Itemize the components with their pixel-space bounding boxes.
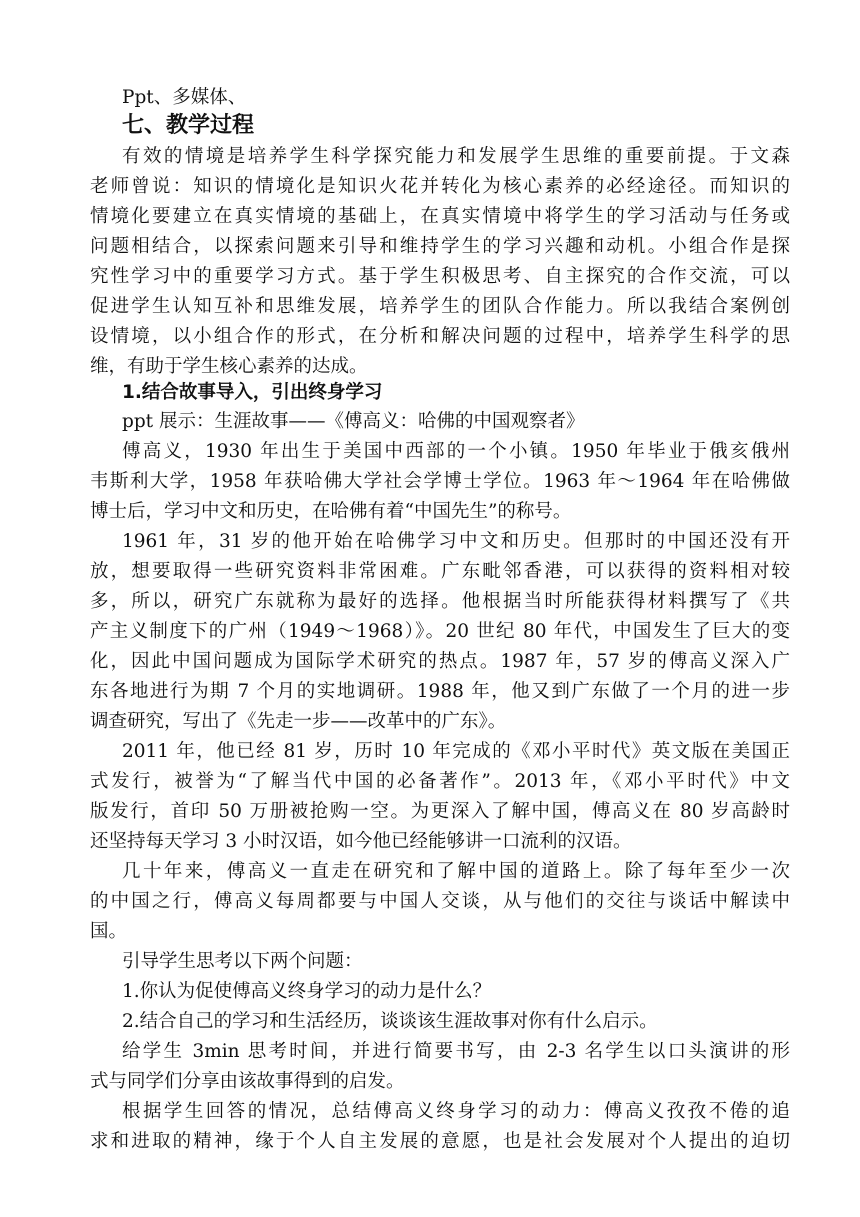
paragraph-line: 式与同学们分享由该故事得到的启发。 xyxy=(90,1071,405,1092)
subsection-heading: 1.结合故事导入，引出终身学习 xyxy=(122,382,383,403)
question-line: 1.你认为促使傅高义终身学习的动力是什么？ xyxy=(122,981,492,1002)
paragraph-line: 的中国之行，傅高义每周都要与中国人交谈，从与他们的交往与谈话中解读中 xyxy=(90,891,790,912)
paragraph-line: 博士后，学习中文和历史，在哈佛有着“中国先生”的称号。 xyxy=(90,501,572,522)
paragraph-line: 多，所以，研究广东就称为最好的选择。他根据当时所能获得材料撰写了《共 xyxy=(90,591,790,612)
paragraph-line: 情境化要建立在真实情境的基础上，在真实情境中将学生的学习活动与任务或 xyxy=(90,206,790,227)
paragraph-line: 调查研究，写出了《先走一步——改革中的广东》。 xyxy=(90,711,507,732)
paragraph-line: 几十年来，傅高义一直走在研究和了解中国的道路上。除了每年至少一次 xyxy=(122,861,790,882)
paragraph-line: 维，有助于学生核心素养的达成。 xyxy=(90,356,368,377)
paragraph-line: 化，因此中国问题成为国际学术研究的热点。1987 年，57 岁的傅高义深入广 xyxy=(90,651,790,672)
paragraph-line: 根据学生回答的情况，总结傅高义终身学习的动力：傅高义孜孜不倦的追 xyxy=(122,1101,790,1122)
paragraph-line: 引导学生思考以下两个问题： xyxy=(122,951,363,972)
paragraph-line: 东各地进行为期 7 个月的实地调研。1988 年，他又到广东做了一个月的进一步 xyxy=(90,681,790,702)
paragraph-line: 韦斯利大学，1958 年获哈佛大学社会学博士学位。1963 年～1964 年在哈佛做 xyxy=(90,471,790,492)
paragraph-line: 还坚持每天学习 3 小时汉语，如今他已经能够讲一口流利的汉语。 xyxy=(90,831,632,852)
paragraph-line: 式发行，被誉为“了解当代中国的必备著作”。2013 年，《邓小平时代》中文 xyxy=(90,771,790,792)
paragraph-line: 2011 年，他已经 81 岁，历时 10 年完成的《邓小平时代》英文版在美国正 xyxy=(122,741,790,762)
paragraph-line: 有效的情境是培养学生科学探究能力和发展学生思维的重要前提。于文森 xyxy=(122,146,790,167)
paragraph-line: 产主义制度下的广州（1949～1968）》。20 世纪 80 年代，中国发生了巨大的变 xyxy=(90,621,790,642)
paragraph-line: 放，想要取得一些研究资料非常困难。广东毗邻香港，可以获得的资料相对较 xyxy=(90,561,790,582)
question-line: 2.结合自己的学习和生活经历，谈谈该生涯故事对你有什么启示。 xyxy=(122,1011,658,1032)
paragraph-line: 给学生 3min 思考时间，并进行简要书写，由 2-3 名学生以口头演讲的形 xyxy=(122,1041,790,1062)
paragraph-line: 促进学生认知互补和思维发展，培养学生的团队合作能力。所以我结合案例创 xyxy=(90,296,790,317)
paragraph-line: 究性学习中的重要学习方式。基于学生积极思考、自主探究的合作交流，可以 xyxy=(90,266,790,287)
paragraph-line: 求和进取的精神，缘于个人自主发展的意愿，也是社会发展对个人提出的迫切 xyxy=(90,1131,790,1152)
paragraph-line: 版发行，首印 50 万册被抢购一空。为更深入了解中国，傅高义在 80 岁高龄时 xyxy=(90,801,790,822)
paragraph-line: 傅高义，1930 年出生于美国中西部的一个小镇。1950 年毕业于俄亥俄州 xyxy=(122,441,790,462)
section-heading: 七、教学过程 xyxy=(122,113,255,138)
paragraph-line: ppt 展示：生涯故事——《傅高义：哈佛的中国观察者》 xyxy=(122,411,585,432)
paragraph-line: 国。 xyxy=(90,921,128,942)
materials-line: Ppt、多媒体、 xyxy=(122,87,247,108)
paragraph-line: 1961 年，31 岁的他开始在哈佛学习中文和历史。但那时的中国还没有开 xyxy=(122,531,790,552)
paragraph-line: 问题相结合，以探索问题来引导和维持学生的学习兴趣和动机。小组合作是探 xyxy=(90,236,790,257)
paragraph-line: 老师曾说：知识的情境化是知识火花并转化为核心素养的必经途径。而知识的 xyxy=(90,176,790,197)
paragraph-line: 设情境，以小组合作的形式，在分析和解决问题的过程中，培养学生科学的思 xyxy=(90,326,790,347)
